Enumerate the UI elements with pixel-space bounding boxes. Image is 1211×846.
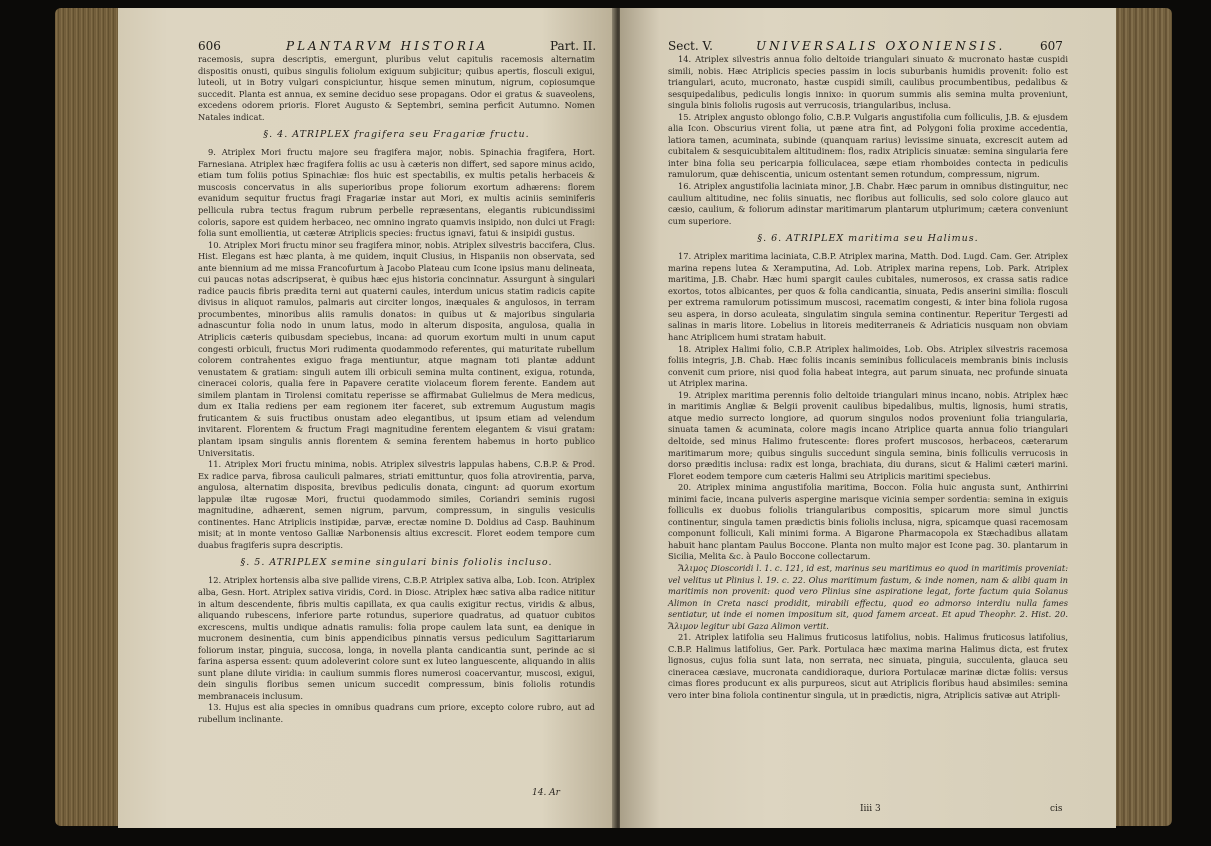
left-page-edges — [55, 8, 127, 826]
paragraph: 16. Atriplex angustifolia laciniata minor, J.B. Chabr. Hæc parum in omnibus distinguitur, nec caulium altitudine, nec foliis sinuatis, nec floribus aut folliculis, sed solo colore glauco aut cæsio, caulium, & foliorum adinstar maritimarum plantarum utplurimum; cætera conveniunt cum superiore. — [668, 181, 1068, 226]
section-label: Sect. V. — [668, 39, 713, 53]
section-heading: §. 5. ATRIPLEX semine singulari binis foliolis incluso. — [240, 557, 553, 569]
left-page-text — [198, 54, 595, 726]
paragraph: 13. Hujus est alia species in omnibus quadrans cum priore, excepto colore rubro, aut ad rubellum inclinante. — [198, 702, 595, 724]
section-heading: §. 6. ATRIPLEX maritima seu Halimus. — [757, 233, 979, 245]
right-page-text — [668, 54, 1068, 702]
right-page-header — [620, 39, 1116, 55]
part-label: Part. II. — [550, 39, 597, 53]
catchword: 14. Ar — [532, 788, 560, 798]
paragraph: 14. Atriplex silvestris annua folio deltoide triangulari sinuato & mucronato hastæ cuspidi simili, nobis. Hæc Atriplicis species passim in locis suburbanis humidis provenit: folio est triangulari, acuto, mucronato, hastæ cuspidi simili, caulibus procumbentibus, pedalibus & sesquipedalibus, pediculis longis innixo: in quorum summis alis semina multa proveniunt, singula binis foliolis rugosis aut verrucosis, triangularibus, inclusa. — [668, 54, 1068, 111]
left-page — [118, 8, 616, 828]
paragraph: 11. Atriplex Mori fructu minima, nobis. Atriplex silvestris lappulas habens, C.B.P. & Prod. Ex radice parva, fibrosa cauliculi palmares, striati emittuntur, quos folia atrovirentia, parva, angulosa, alternatim disposita, brevibus pediculis donata, cingunt: ad quorum exortum lappulæ iltæ rugosæ Mori, fructui quodammodo similes, Coriandri seminis rugosi magnitudine, adhærent, semen nigrum, parvum, compressum, in singulis vesiculis continentes. Hanc Atriplicis instipidæ, parvæ, erectæ nomine D. Doldius ad Casp. Bauhinum misit; at in monte ventoso Galliæ Narbonensis altius excrescit. Floret eodem tempore cum duabus fragiferis supra descriptis. — [198, 459, 595, 550]
paragraph: 19. Atriplex maritima perennis folio deltoide triangulari minus incano, nobis. Atriplex hæc in maritimis Angliæ & Belgii provenit caulibus bipedalibus, multis, lignosis, humi stratis, atque medio surrecto longiore, ad quorum singulos nodos proveniunt folia triangularia, sinuata tamen & acuminata, colore magis incano Atriplice quarta annua folio triangulari deltoide, sed minus Halimo frutescente: flores profert muscosos, herbaceos, cæterarum maritimarum more; quibus singulis succedunt singula semina, binis folliculis verrucosis in dorso præditis inclusa: radix est longa, brachiata, diu durans, sicut & Halimi cæteri marini. Floret eodem tempore cum cæteris Halimi seu Atriplicis maritimi speciebus. — [668, 389, 1068, 481]
paragraph: 21. Atriplex latifolia seu Halimus fruticosus latifolius, nobis. Halimus fruticosus latifolius, C.B.P. Halimus latifolius, Ger. Park. Portulaca hæc maxima marina Halimus dicta, est frutex lignosus, cujus folia sunt lata, non serrata, nec sinuata, pinguia, succulenta, glauca seu cineracea cæsiave, mucronata candidioraque, duriora Portulacæ marinæ dictæ foliis: versus cimas flores producunt ex alis purpureos, sicut aut Atriplicis floribus haud absimiles: semina vero inter bina foliola continentur singula, ut in prædictis, nigra, Atriplicis sativæ aut Atripli- — [668, 632, 1068, 700]
paragraph: 12. Atriplex hortensis alba sive pallide virens, C.B.P. Atriplex sativa alba, Lob. Icon. Atriplex alba, Gesn. Hort. Atriplex sativa viridis, Cord. in Diosc. Atriplex hæc sativa alba radice nititur in altum descendente, fibris multis capillata, ex qua caulis exigitur rectus, viridis & albus, aliquando rubescens, inferiore parte rotundus, superiore quadratus, ad quatuor cubitos excrescens, multis undique adnatis ramulis: folia prope caulem lata sunt, ea denique in mucronem desinentia, cum binis appendicibus pinnatis versus pediculum Sagittariarum foliorum instar, pinguia, succosa, longa, in novella planta candicantia sunt, perinde ac si farina aspersa essent: quum adoleverint colore sunt ex luteo languescente, aliquando in aliis sunt plane dilute viridia: in caulium summis flores numerosi coacervantur, muscosi, exigui, dein singulis floribus semen unicum succedit compressum, binis foliolis rotundis membranaceis inclusum. — [198, 575, 595, 701]
page-number: 607 — [1040, 39, 1063, 53]
paragraph: 18. Atriplex Halimi folio, C.B.P. Atriplex halimoides, Lob. Obs. Atriplex silvestris racemosa foliis integris, J.B. Chab. Hæc foliis incanis seminibus folliculaceis membranis binis inclusis convenit cum priore, nisi quod folia habeat integra, aut parum sinuata, nec profunde sinuata ut Atriplex marina. — [668, 343, 1068, 389]
right-page-edges — [1110, 8, 1172, 826]
paragraph: 20. Atriplex minima angustifolia maritima, Boccon. Folia huic angusta sunt, Anthirrini minimi facie, incana pulveris aspergine marisque vicinia semper sordentia: semina in exiguis folliculis ex duobus foliolis triangularibus compositis, spicarum more simul junctis continentur, singula tamen prædictis binis foliolis inclusa, nigra, spicamque quasi racemosam componunt folliculi, Kali minimi forma. A Bigarone Pharmacopola ex Stæchadibus allatam habuit hanc plantam Paulus Boccone. Planta non multo major est Icone pag. 30. plantarum in Sicilia, Melita &c. à Paulo Boccone collectarum. — [668, 482, 1068, 562]
section-heading: §. 4. ATRIPLEX fragifera seu Fragariæ fructu. — [263, 129, 530, 141]
quotation-paragraph: Ἅλιμος Dioscoridi l. 1. c. 121, id est, marinus seu maritimus eo quod in maritimis proveniat: vel velitus ut Plinius l. 19. c. 22. Olus maritimum fastum, & inde nomen, nam & alibi quam in maritimis non provenit: quod vero Plinius sine aspiratione legat, forte factum quia Solanus Alimon in Creta nasci prodidit, mirabili effectu, quod eo admorso interdiu nulla fames sentiatur, ut inde ei nomen impositum sit, quod famem arceat. Et apud Theophr. 2. Hist. 20. Ἅλιμον legitur ubi Gaza Alimon vertit. — [668, 562, 1068, 631]
page-number: 606 — [198, 39, 221, 53]
catchword: cis — [1050, 804, 1063, 814]
right-page — [620, 8, 1116, 828]
paragraph: 17. Atriplex maritima laciniata, C.B.P. Atriplex marina, Matth. Dod. Lugd. Cam. Ger. Atriplex marina repens lutea & Xeramputina, Ad. Lob. Atriplex marina repens, Lob. Park. Atriplex maritima, J.B. Chabr. Hæc humi spargit caules cubitales, numerosos, ex crassa satis radice exortos, totos albicantes, per quos & folia candicantia, sinuata, Pedis anserini similia: flosculi per extrema ramulorum potissimum muscosi, racematim congesti, & inter bina foliola rugosa seu aspera, in dorso aculeata, singulatim singula semina continentur. Reperitur Tergesti ad salinas in maris litore. Lobelius in litoreis mediterraneis & Adriaticis nusquam non obviam hanc Atriplicem humi stratam habuit. — [668, 251, 1068, 343]
running-title: PLANTARVM HISTORIA — [286, 39, 489, 53]
paragraph: 9. Atriplex Mori fructu majore seu fragifera major, nobis. Spinachia fragifera, Hort. Farnesiana. Atriplex hæc fragifera foliis ac usu à cæteris non differt, sed sapore minus acido, etiam tum foliis potius Spinachiæ: flos huic est spectabilis, ex multis petalis herbaceis & muscosis concervatus in alis superioribus prope foliorum exortum adhærens: florem evanidum sequitur fructus fragi Fragariæ instar aut Mori, ex multis aciniis seminiferis pellicula rubra tectus fragum rubrum perbelle repræsentans, elegantis rubicundissimi coloris, sapore est quidem herbaceo, nec omnino ingrato quamvis insipido, non dulci ut Fragi: folia sunt emollientia, ut cæteræ Atriplicis species: fructus ignavi, fatui & insipidi gustus. — [198, 147, 595, 239]
left-page-header — [118, 39, 616, 55]
running-title: UNIVERSALIS OXONIENSIS. — [756, 39, 1006, 53]
signature-mark: Iiii 3 — [860, 804, 881, 814]
paragraph: racemosis, supra descriptis, emergunt, pluribus velut capitulis racemosis alternatim dispositis onusti, quibus singulis foliolum exiguum subjicitur; quibus apertis, flosculi exigui, luteoli, ut in Botry vulgari conspiciuntur, hisque semen minutum, nigrum, copiosumque succedit. Planta est annua, ex semine deciduo sese propagans. Odor ei gratus & suaveolens, excedens odorem prioris. Floret Augusto & Septembri, semina perficit Autumno. Nomen Natales indicat. — [198, 54, 595, 122]
paragraph: 10. Atriplex Mori fructu minor seu fragifera minor, nobis. Atriplex silvestris baccifera, Clus. Hist. Elegans est hæc planta, à me quidem, inquit Clusius, in Hispaniis non observata, sed ante biennium ad me missa Francofurtum à Jacobo Plateau cum Icone ipsius manu delineata, cui paucas notas adscripserat, è quibus hæc ejus historia concinnatur. Assurgunt à singulari radice paucis fibris prædita terni aut quaterni caules, interdum unicus statim radicis capite divisus in aliquot ramulos, palmaris aut circiter longos, inæquales & angulosos, in terram procumbentes, minoribus aliis ramulis donatos: in quibus ut & majoribus singularia adnascuntur folia nodo in unum latus, modo in alterum disposita, angulosa, qualia in Atriplicis cæteris quibusdam speciebus, incana: ad quorum exortum multi in unum caput congesti orbiculi, fructus Mori rudimenta quodammodo referentes, qui maturitate rubellum colorem contrahentes exiguo fraga mentiuntur, atque magnam toti plantæ addunt venustatem & gratiam: singuli autem illi orbiculi semina multa continent, exigua, rotunda, cineracei coloris, qualia fere in Papavere ceratite violaceum florem ferente. Eandem aut similem plantam in Tirolensi comitatu reperisse se affirmabat Gulielmus de Mera medicus, dum ex Italia rediens per eam regionem iter faceret, sub extremum Augustum magis fruticantem & suis fructibus onustam adeo elegantibus, ut ipsum etiam ad velendum invitarent. Florentem & fructum Fragi magnitudine ferentem elegantem & visui gratam: plantam ipsam singulis annis florentem & semina ferentem habemus in horto publico Universitatis. — [198, 239, 595, 458]
paragraph: 15. Atriplex angusto oblongo folio, C.B.P. Vulgaris angustifolia cum folliculis, J.B. & ejusdem alia Icon. Obscurius virent folia, ut pæne atra fint, ad Polygoni folia proxime accedentia, latiora tamen, acuminata, subinde (quanquam rarius) levissime sinuata, excrescit autem ad cubitalem & sesquicubitalem altitudinem: flos, radix Atriplicis sinuatæ: semina singularia fere inter bina folia seu pericarpia folliculacea, sæpe etiam rhomboides contecta in pediculis ramulorum, quæ dehiscentia, unicum ostentant semen rotundum, compressum, nigrum. — [668, 111, 1068, 180]
